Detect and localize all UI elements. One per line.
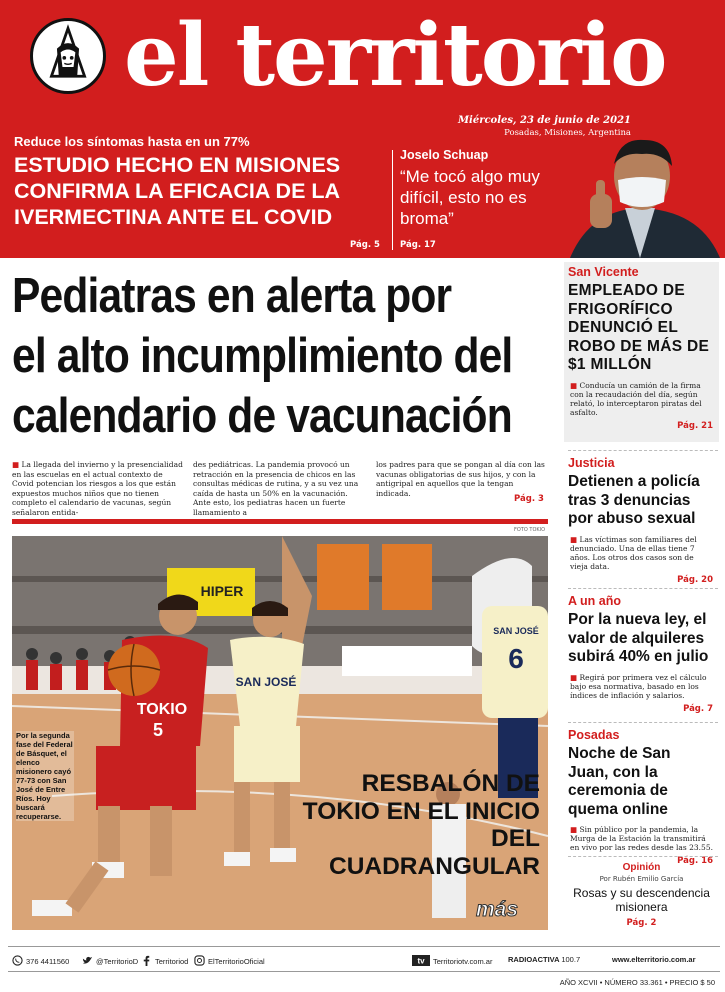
issue-date: Miércoles, 23 de junio de 2021 bbox=[457, 115, 631, 126]
footer-tv[interactable]: tv Territoriotv.com.ar bbox=[412, 955, 492, 966]
jersey-tokio-number: 5 bbox=[152, 720, 164, 740]
teaser-quote: “Me tocó algo muy difícil, esto no es broma” bbox=[400, 167, 540, 228]
side-section: A un año bbox=[568, 594, 622, 608]
side-divider bbox=[568, 722, 718, 723]
side-summary: ■ Regirá por primera vez el cálculo bajo esa normativa, basado en los índices de inflación y salarios. bbox=[564, 673, 719, 700]
side-divider bbox=[568, 588, 718, 589]
teaser-ivermectina[interactable] bbox=[0, 128, 392, 258]
teaser-kicker: Reduce los síntomas hasta en un 77% bbox=[14, 134, 250, 149]
side-headline: Detienen a policía tras 3 denuncias por abuso sexual bbox=[568, 473, 700, 527]
instagram-icon bbox=[194, 955, 205, 966]
side-headline: Noche de San Juan, con la ceremonia de quema online bbox=[568, 745, 671, 818]
schuap-photo bbox=[530, 130, 720, 258]
teaser-person-name: Joselo Schuap bbox=[400, 148, 489, 162]
jersey-6-number: 6 bbox=[508, 643, 524, 674]
footer-instagram[interactable]: ElTerritorioOficial bbox=[194, 955, 265, 966]
opinion-title: Rosas y su descendencia misionera bbox=[573, 886, 710, 914]
lead-page-ref: Pág. 3 bbox=[514, 494, 544, 504]
side-section: San Vicente bbox=[568, 265, 639, 279]
side-story-alquileres[interactable] bbox=[564, 594, 719, 714]
teaser-page-ref: Pág. 5 bbox=[350, 240, 380, 250]
whatsapp-icon bbox=[12, 955, 23, 966]
side-headline: EMPLEADO DE FRIGORÍFICO DENUNCIÓ EL ROBO DE MÁS DE $1 MILLÓN bbox=[568, 282, 710, 373]
side-summary: ■ Conducía un camión de la firma con la recaudación del día, según relató, lo interceptaron piratas del asfalto. bbox=[564, 381, 719, 417]
section-rule bbox=[12, 519, 548, 524]
lead-body-col1: ■ La llegada del invierno y la presencialidad en las escuelas en el actual contexto de Covid potencian los riesgos a los que están expuestos muchos niños que no tienen completo el calendario de vacunas, según señalaron entida- bbox=[12, 460, 183, 517]
side-section: Posadas bbox=[568, 728, 620, 742]
side-story-posadas[interactable] bbox=[564, 728, 719, 866]
photo-credit: FOTO TOKIO bbox=[514, 527, 546, 533]
teaser-headline: ESTUDIO HECHO EN MISIONES CONFIRMA LA EFICACIA DE LA IVERMECTINA ANTE EL COVID bbox=[14, 153, 341, 229]
opinion-byline: Por Rubén Emilio García bbox=[599, 875, 684, 883]
side-summary: ■ Sin público por la pandemia, la Murga de la Estación la transmitirá en vivo por las redes desde las 23.55. bbox=[564, 825, 719, 852]
footer-radio[interactable]: RADIOACTIVA 100.7 bbox=[508, 955, 581, 964]
opinion-section: Opinión bbox=[622, 862, 661, 873]
lead-headline[interactable] bbox=[12, 266, 513, 446]
lead-headline-line: el alto incumplimiento del bbox=[12, 328, 513, 383]
side-section: Justicia bbox=[568, 456, 615, 470]
footer-facebook[interactable]: Territoriod bbox=[141, 955, 188, 966]
footer-website[interactable]: www.elterritorio.com.ar bbox=[612, 955, 696, 964]
tv-logo-icon bbox=[412, 955, 430, 966]
lead-body-col3: los padres para que se pongan al día con las vacunas obligatorias de sus hijos, y con la antigripal en aquellos que la tengan indicada. bbox=[376, 460, 545, 498]
teaser-divider bbox=[392, 150, 393, 250]
opinion-page-ref: Pág. 2 bbox=[626, 918, 657, 928]
side-page-ref: Pág. 16 bbox=[677, 856, 713, 866]
edition-info: AÑO XCVII • NÚMERO 33.361 • PRECIO $ 50 bbox=[559, 978, 715, 987]
side-page-ref: Pág. 21 bbox=[677, 420, 713, 431]
issue-place: Posadas, Misiones, Argentina bbox=[504, 128, 631, 138]
side-divider bbox=[568, 856, 718, 857]
twitter-icon bbox=[82, 955, 93, 966]
side-story-san-vicente[interactable] bbox=[564, 262, 719, 442]
lead-body-col2: des pediátricas. La pandemia provocó un retracción en la presencia de chicos en las consultas médicas de rutina, y a su vez una caída de hasta un 50% en la vacunación. Ante esto, los pediatras hacen un fuerte llamamiento a bbox=[193, 460, 359, 517]
opinion-box[interactable] bbox=[564, 862, 719, 928]
footer-phone[interactable]: 376 4411560 bbox=[12, 955, 69, 966]
side-divider bbox=[568, 450, 718, 451]
newspaper-logo-icon[interactable] bbox=[30, 18, 106, 94]
sidebar-news bbox=[564, 262, 719, 942]
side-page-ref: Pág. 20 bbox=[677, 574, 713, 585]
side-headline: Por la nueva ley, el valor de alquileres subirá 40% en julio bbox=[568, 611, 709, 665]
masthead-title[interactable]: el territorio bbox=[124, 5, 666, 106]
side-story-justicia[interactable] bbox=[564, 456, 719, 585]
masthead bbox=[0, 0, 725, 258]
teaser-page-ref: Pág. 17 bbox=[400, 240, 436, 250]
svg-text:tv: tv bbox=[417, 956, 425, 966]
footer-contact-bar bbox=[8, 946, 720, 972]
footer-twitter[interactable]: @TerritorioD bbox=[82, 955, 138, 966]
lead-headline-line: calendario de vacunación bbox=[12, 388, 512, 443]
jersey-sanjose-team: SAN JOSÉ bbox=[235, 675, 297, 689]
photo-headline[interactable]: RESBALÓN DE TOKIO EN EL INICIO DEL CUADRANGULAR bbox=[302, 770, 540, 880]
mas-sports-logo: más bbox=[476, 898, 519, 921]
side-summary: ■ Las víctimas son familiares del denunciado. Una de ellas tiene 7 años. Los otros dos casos son de vieja data. bbox=[564, 535, 719, 571]
photo-caption: Por la segunda fase del Federal de Básquet, el elenco misionero cayó 77-73 con San José de Entre Ríos. Hoy buscará recuperarse. bbox=[16, 731, 73, 821]
banner-hiper: HIPER bbox=[200, 583, 244, 599]
side-page-ref: Pág. 7 bbox=[683, 703, 713, 714]
facebook-icon bbox=[141, 955, 152, 966]
jersey-tokio-team: TOKIO bbox=[136, 701, 188, 718]
jersey-6-team: SAN JOSÉ bbox=[493, 626, 539, 636]
lead-headline-line: Pediatras en alerta por bbox=[12, 268, 452, 323]
